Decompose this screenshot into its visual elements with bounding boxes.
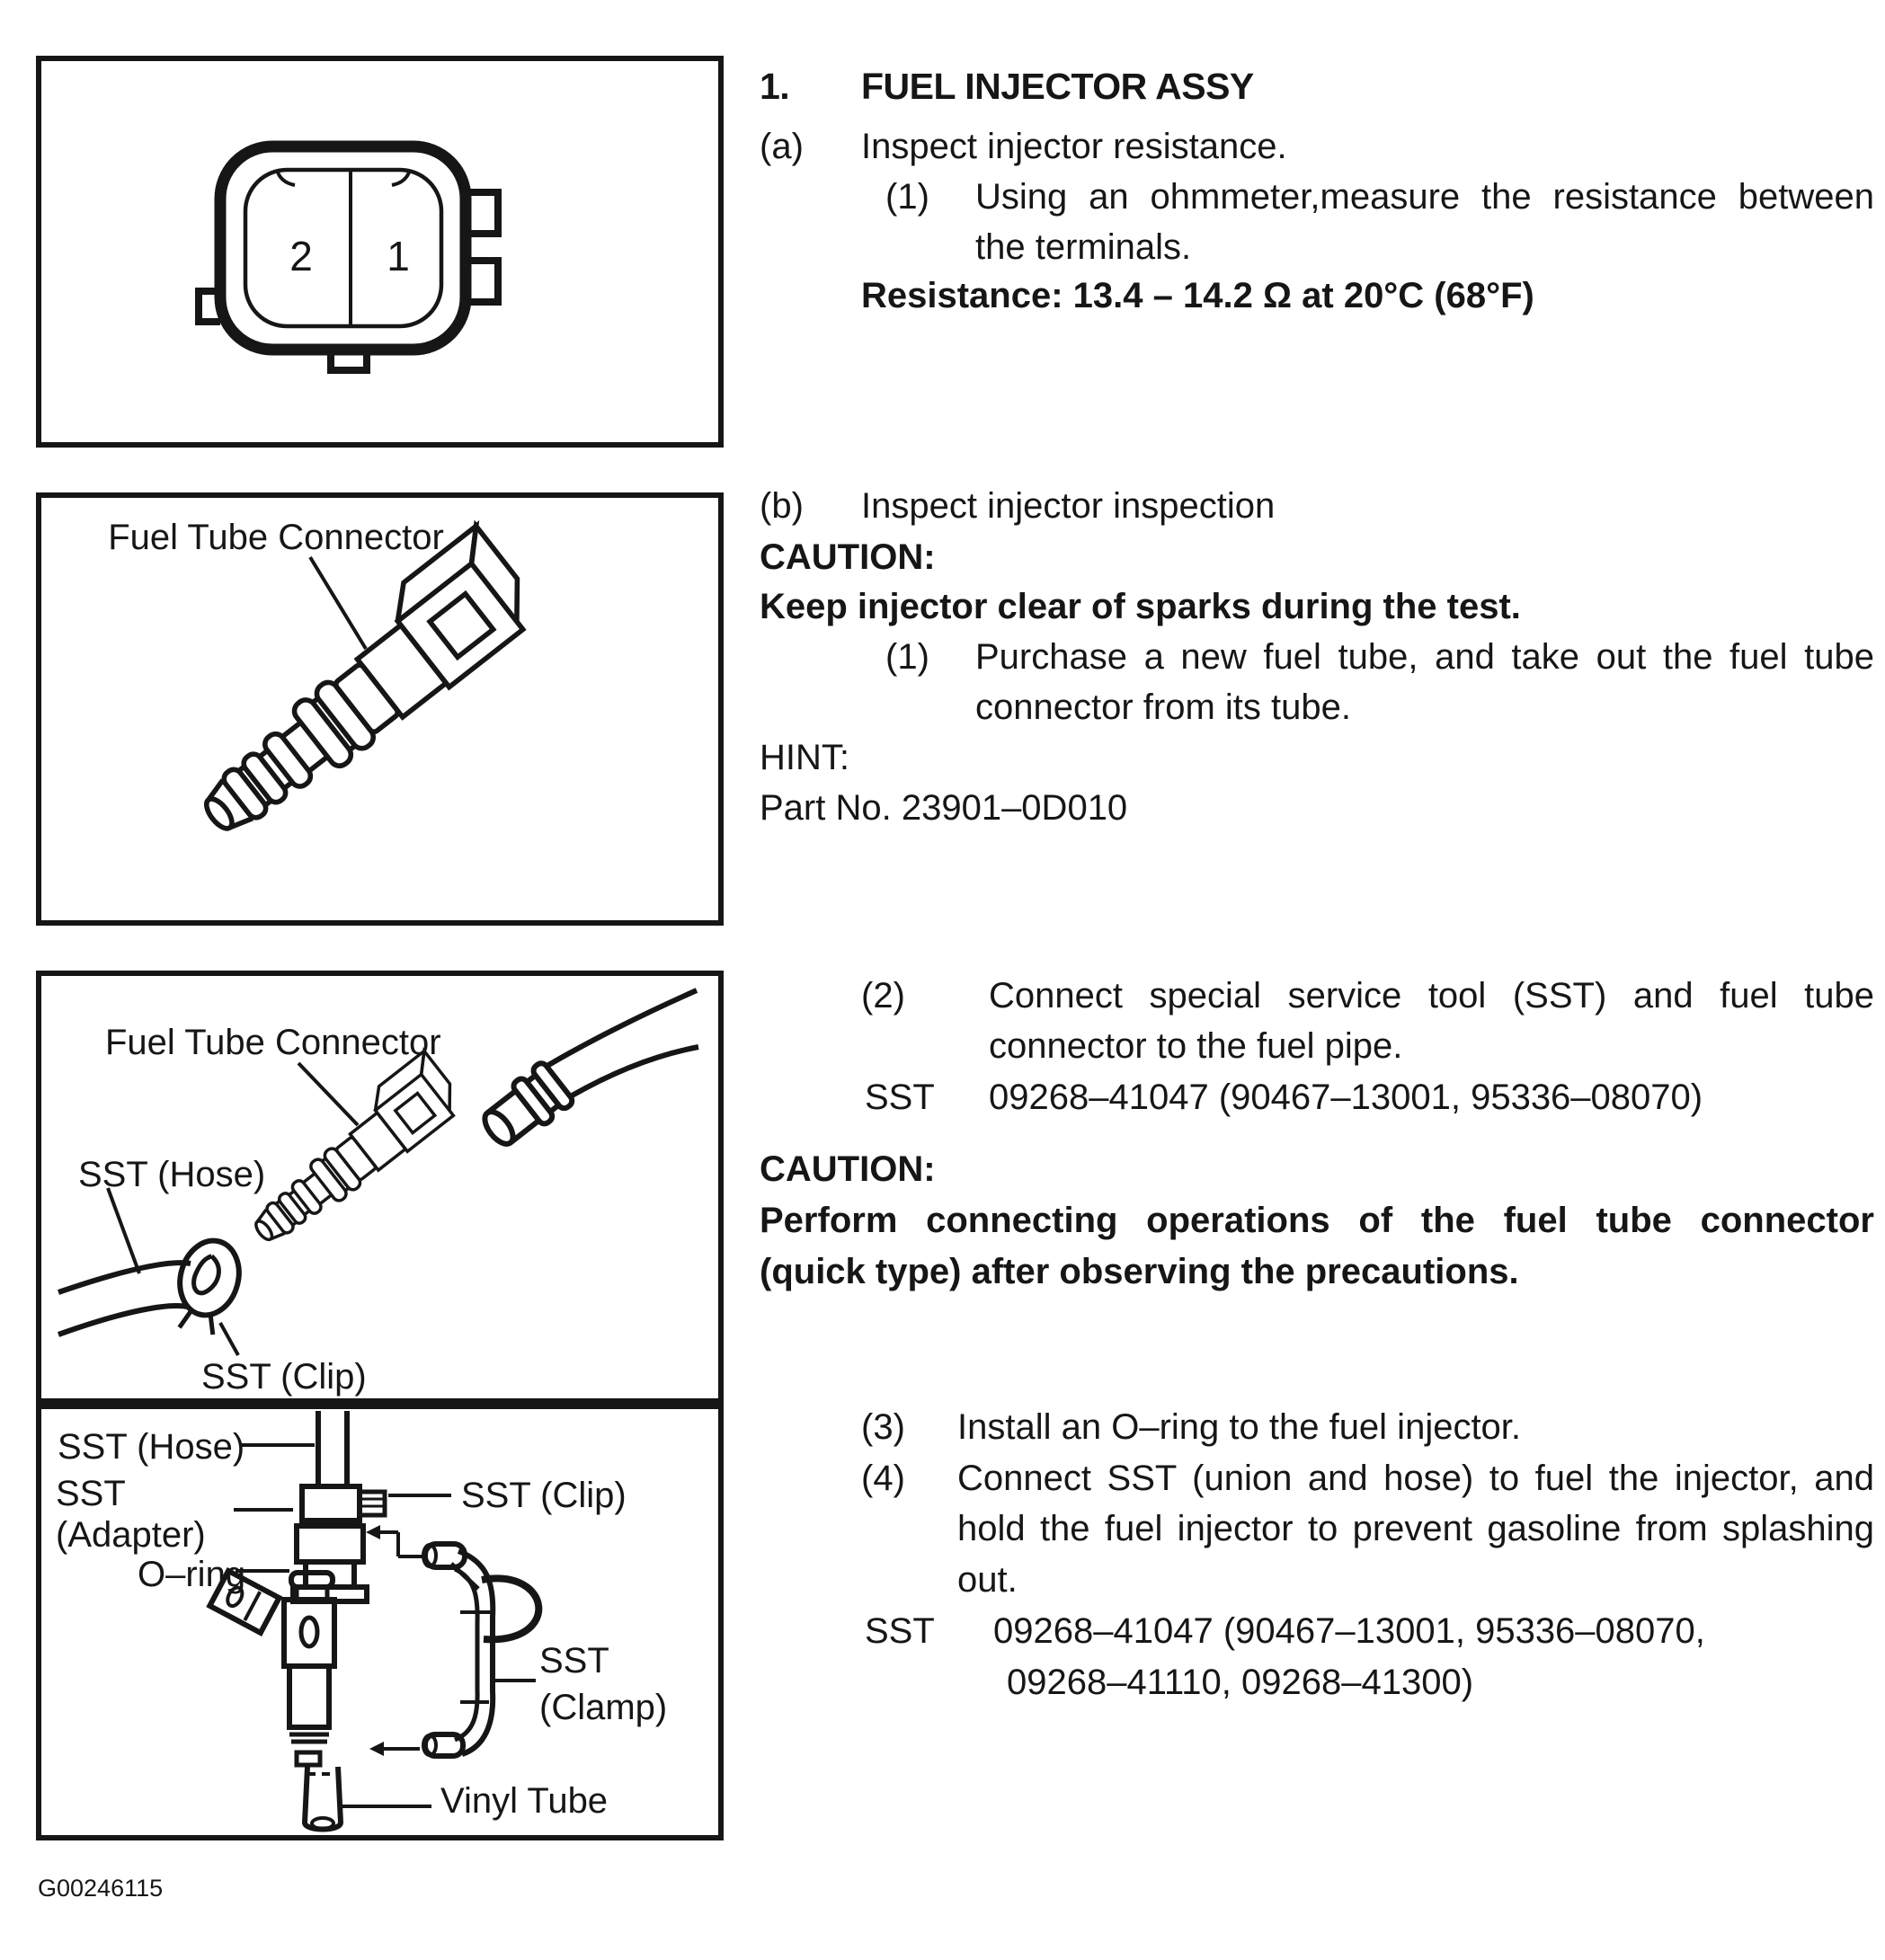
figure-connector-pinout xyxy=(36,56,724,448)
step2-line2: connector to the fuel pipe. xyxy=(989,1026,1403,1066)
substep-a1-line2: the terminals. xyxy=(975,227,1192,267)
step-title: FUEL INJECTOR ASSY xyxy=(861,66,1254,107)
exploded-assembly-drawing xyxy=(36,1404,724,1840)
sst1-label: SST xyxy=(865,1078,935,1117)
caution1-text: Keep injector clear of sparks during the test. xyxy=(760,587,1521,626)
sst2-label: SST xyxy=(865,1611,935,1651)
step-number: 1. xyxy=(760,66,790,107)
step3-marker: (3) xyxy=(861,1407,905,1447)
substep-a-marker: (a) xyxy=(760,127,804,166)
step4-line2: hold the fuel injector to prevent gasoline from splashing xyxy=(957,1509,1874,1548)
step3-text: Install an O–ring to the fuel injector. xyxy=(957,1407,1522,1447)
caution2-title: CAUTION: xyxy=(760,1149,936,1189)
substep-b-text: Inspect injector inspection xyxy=(861,486,1276,526)
sst1-code: 09268–41047 (90467–13001, 95336–08070) xyxy=(989,1078,1703,1117)
substep-a1-marker: (1) xyxy=(885,177,929,217)
figure-id: G00246115 xyxy=(38,1875,164,1902)
step4-marker: (4) xyxy=(861,1459,905,1498)
substep-b-marker: (b) xyxy=(760,486,804,526)
step2-line1: Connect special service tool (SST) and fuel tube xyxy=(989,976,1874,1015)
substep-b1-marker: (1) xyxy=(885,637,929,677)
sst-clamp-label-line2: (Clamp) xyxy=(539,1688,668,1727)
step2-marker: (2) xyxy=(861,976,905,1015)
sst2-line1: 09268–41047 (90467–13001, 95336–08070, xyxy=(993,1611,1705,1651)
substep-b1-line1: Purchase a new fuel tube, and take out the fuel tube xyxy=(975,637,1874,677)
substep-a1-line1: Using an ohmmeter,measure the resistance between xyxy=(975,177,1874,217)
step4-line3: out. xyxy=(957,1560,1018,1600)
sst-clamp-label-line1: SST xyxy=(539,1641,609,1681)
sst-clip-label: SST (Clip) xyxy=(201,1357,367,1397)
resistance-spec: Resistance: 13.4 – 14.2 Ω at 20°C (68°F) xyxy=(861,276,1534,315)
hint-text: Part No. 23901–0D010 xyxy=(760,788,1128,828)
sst-adapter-label-line1: SST xyxy=(56,1474,126,1513)
substep-a-text: Inspect injector resistance. xyxy=(861,127,1287,166)
sst-hose-label-2: SST (Hose) xyxy=(58,1427,245,1467)
caution2-line2: (quick type) after observing the precautions. xyxy=(760,1252,1519,1291)
caution1-title: CAUTION: xyxy=(760,537,936,577)
fuel-tube-connector-drawing xyxy=(36,492,724,926)
sst2-line2: 09268–41110, 09268–41300) xyxy=(1007,1663,1474,1702)
caution2-line1: Perform connecting operations of the fuel tube connector xyxy=(760,1201,1874,1240)
figure-exploded-assembly xyxy=(36,1404,724,1840)
terminal-2-label: 2 xyxy=(289,233,313,279)
fuel-tube-connector-label-2: Fuel Tube Connector xyxy=(105,1023,441,1062)
figure-fuel-tube-connector xyxy=(36,492,724,926)
substep-b1-line2: connector from its tube. xyxy=(975,687,1351,727)
sst-hose-label: SST (Hose) xyxy=(78,1155,266,1194)
vinyl-tube-label: Vinyl Tube xyxy=(440,1781,609,1821)
hint-title: HINT: xyxy=(760,738,849,777)
step4-line1: Connect SST (union and hose) to fuel the injector, and xyxy=(957,1459,1874,1498)
sst-adapter-label-line2: (Adapter) xyxy=(56,1515,206,1555)
terminal-1-label: 1 xyxy=(387,233,410,279)
o-ring-label: O–ring xyxy=(138,1555,246,1594)
fuel-tube-connector-label: Fuel Tube Connector xyxy=(108,518,444,557)
sst-clip-label-2: SST (Clip) xyxy=(461,1476,627,1515)
figure-sst-hose-clip xyxy=(36,971,724,1404)
